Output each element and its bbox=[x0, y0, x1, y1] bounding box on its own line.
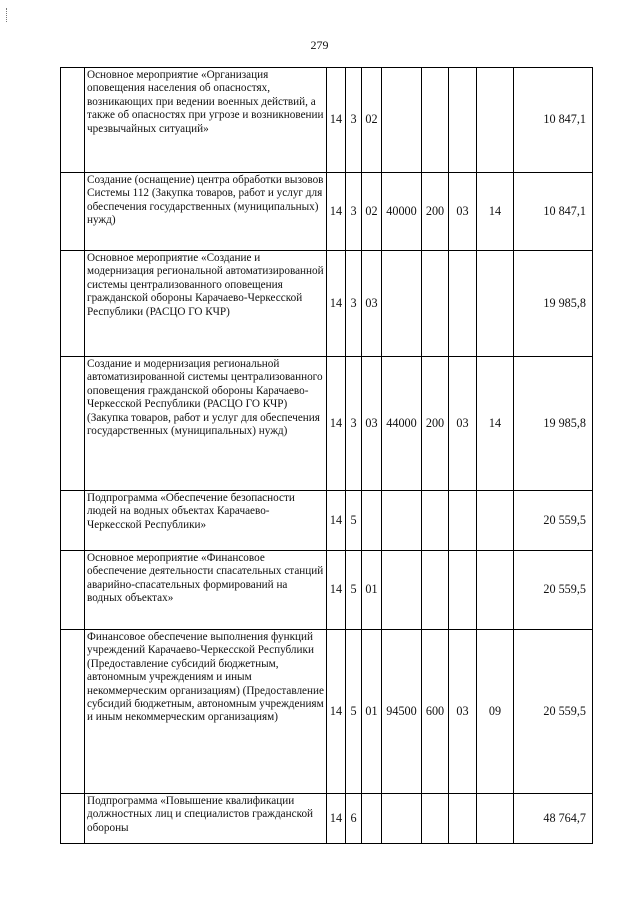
table-row bbox=[61, 173, 593, 251]
table-row bbox=[61, 551, 593, 630]
table-row bbox=[61, 357, 593, 491]
code-cell-c4 bbox=[382, 491, 422, 551]
row-name-cell: Создание (оснащение) центра обработки вызовов Системы 112 (Закупка товаров, работ и услуг для обеспечения государственных (муниципальных) нужд) bbox=[85, 173, 327, 251]
amount-cell: 10 847,1 bbox=[514, 68, 593, 173]
blank-cell bbox=[61, 357, 85, 491]
code-cell-c4 bbox=[382, 251, 422, 357]
row-name-cell: Основное мероприятие «Организация оповещения населения об опасностях, возникающих при ведении военных действий, а также об опасностях при угрозе и возникновении чрезвычайных ситуаций» bbox=[85, 68, 327, 173]
row-name-cell: Основное мероприятие «Финансовое обеспечение деятельности спасательных станций аварийно-спасательных формирований на водных объектах» bbox=[85, 551, 327, 630]
amount-cell: 20 559,5 bbox=[514, 491, 593, 551]
code-cell-c2: 3 bbox=[346, 68, 362, 173]
code-cell-c4: 44000 bbox=[382, 357, 422, 491]
code-cell-c5 bbox=[422, 68, 449, 173]
blank-cell bbox=[61, 491, 85, 551]
row-name-cell: Финансовое обеспечение выполнения функций учреждений Карачаево-Черкесской Республики (Предоставление субсидий бюджетным, автономным учреждениям и иным некоммерческим организациям) (Предоставление субсидий бюджетным, автономным учреждениям и иным некоммерческим организациям) bbox=[85, 630, 327, 794]
code-cell-c6 bbox=[449, 551, 477, 630]
code-cell-c3: 02 bbox=[362, 68, 382, 173]
code-cell-c5 bbox=[422, 794, 449, 844]
code-cell-c2: 5 bbox=[346, 491, 362, 551]
code-cell-c2: 5 bbox=[346, 551, 362, 630]
code-cell-c3 bbox=[362, 794, 382, 844]
amount-cell: 10 847,1 bbox=[514, 173, 593, 251]
code-cell-c3: 02 bbox=[362, 173, 382, 251]
code-cell-c6: 03 bbox=[449, 173, 477, 251]
table-body bbox=[61, 68, 593, 844]
code-cell-c6: 03 bbox=[449, 357, 477, 491]
code-cell-c4: 94500 bbox=[382, 630, 422, 794]
row-name-cell: Подпрограмма «Повышение квалификации должностных лиц и специалистов гражданской обороны bbox=[85, 794, 327, 844]
code-cell-c2: 3 bbox=[346, 251, 362, 357]
code-cell-c7 bbox=[477, 251, 514, 357]
code-cell-c7: 09 bbox=[477, 630, 514, 794]
code-cell-c5: 200 bbox=[422, 357, 449, 491]
row-name-cell: Подпрограмма «Обеспечение безопасности людей на водных объектах Карачаево-Черкесской Республики» bbox=[85, 491, 327, 551]
row-name-cell: Основное мероприятие «Создание и модернизация региональной автоматизированной системы централизованного оповещения гражданской обороны Карачаево-Черкесской Республики (РАСЦО ГО КЧР) bbox=[85, 251, 327, 357]
code-cell-c4 bbox=[382, 551, 422, 630]
code-cell-c5 bbox=[422, 491, 449, 551]
code-cell-c1: 14 bbox=[327, 630, 346, 794]
code-cell-c6 bbox=[449, 68, 477, 173]
table-row bbox=[61, 630, 593, 794]
page-number: 279 bbox=[310, 38, 329, 52]
code-cell-c1: 14 bbox=[327, 251, 346, 357]
code-cell-c7 bbox=[477, 551, 514, 630]
table-row bbox=[61, 68, 593, 173]
code-cell-c5 bbox=[422, 551, 449, 630]
code-cell-c2: 5 bbox=[346, 630, 362, 794]
amount-cell: 20 559,5 bbox=[514, 551, 593, 630]
scan-edge-mark bbox=[6, 8, 9, 22]
code-cell-c6: 03 bbox=[449, 630, 477, 794]
code-cell-c3: 01 bbox=[362, 551, 382, 630]
code-cell-c4 bbox=[382, 68, 422, 173]
amount-cell: 19 985,8 bbox=[514, 251, 593, 357]
code-cell-c3: 03 bbox=[362, 251, 382, 357]
table-row bbox=[61, 794, 593, 844]
code-cell-c4 bbox=[382, 794, 422, 844]
row-name-cell: Создание и модернизация региональной автоматизированной системы централизованного оповещения гражданской обороны Карачаево-Черкесской Республики (РАСЦО ГО КЧР) (Закупка товаров, работ и услуг для обеспечения государственных (муниципальных) нужд) bbox=[85, 357, 327, 491]
code-cell-c3: 03 bbox=[362, 357, 382, 491]
code-cell-c6 bbox=[449, 251, 477, 357]
code-cell-c7: 14 bbox=[477, 173, 514, 251]
amount-cell: 48 764,7 bbox=[514, 794, 593, 844]
amount-cell: 19 985,8 bbox=[514, 357, 593, 491]
code-cell-c2: 3 bbox=[346, 173, 362, 251]
code-cell-c1: 14 bbox=[327, 794, 346, 844]
code-cell-c1: 14 bbox=[327, 551, 346, 630]
code-cell-c7 bbox=[477, 794, 514, 844]
code-cell-c5: 200 bbox=[422, 173, 449, 251]
code-cell-c4: 40000 bbox=[382, 173, 422, 251]
blank-cell bbox=[61, 173, 85, 251]
code-cell-c3: 01 bbox=[362, 630, 382, 794]
code-cell-c1: 14 bbox=[327, 68, 346, 173]
code-cell-c6 bbox=[449, 491, 477, 551]
table-row bbox=[61, 251, 593, 357]
code-cell-c3 bbox=[362, 491, 382, 551]
code-cell-c7 bbox=[477, 491, 514, 551]
code-cell-c7 bbox=[477, 68, 514, 173]
code-cell-c5: 600 bbox=[422, 630, 449, 794]
code-cell-c7: 14 bbox=[477, 357, 514, 491]
code-cell-c1: 14 bbox=[327, 173, 346, 251]
blank-cell bbox=[61, 630, 85, 794]
code-cell-c2: 3 bbox=[346, 357, 362, 491]
table-row bbox=[61, 491, 593, 551]
code-cell-c6 bbox=[449, 794, 477, 844]
blank-cell bbox=[61, 551, 85, 630]
blank-cell bbox=[61, 251, 85, 357]
code-cell-c1: 14 bbox=[327, 491, 346, 551]
amount-cell: 20 559,5 bbox=[514, 630, 593, 794]
code-cell-c1: 14 bbox=[327, 357, 346, 491]
budget-table bbox=[60, 67, 593, 844]
blank-cell bbox=[61, 68, 85, 173]
code-cell-c5 bbox=[422, 251, 449, 357]
blank-cell bbox=[61, 794, 85, 844]
code-cell-c2: 6 bbox=[346, 794, 362, 844]
